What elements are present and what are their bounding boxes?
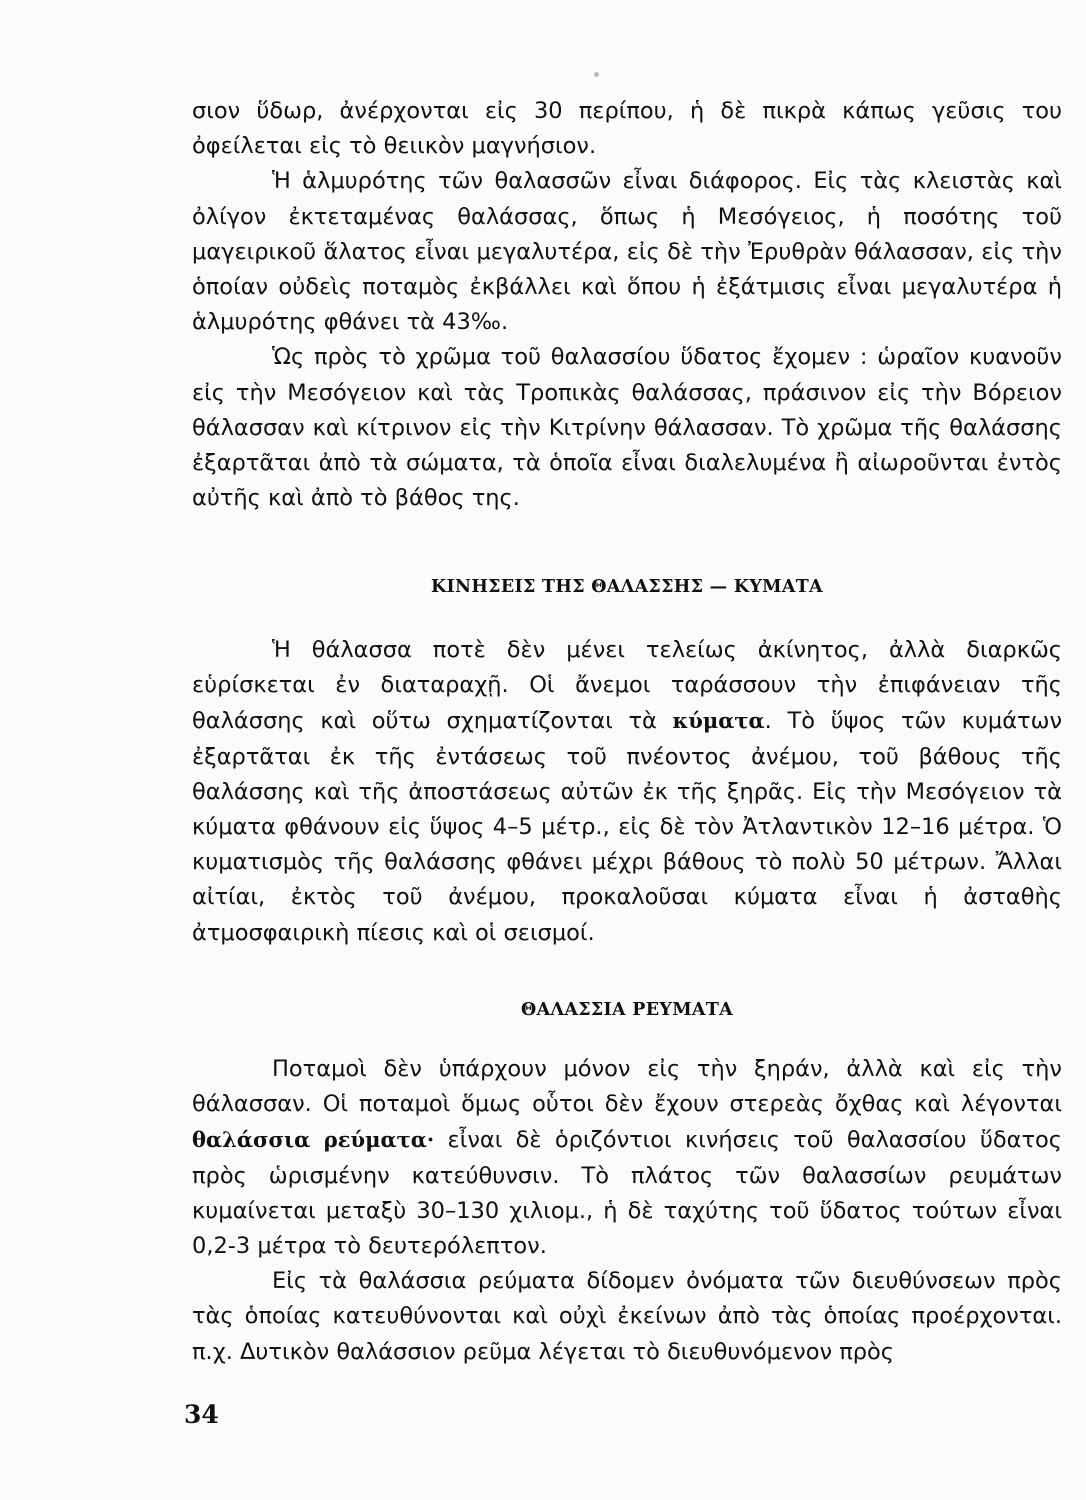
term-currents: θαλάσσια ρεύματα· [192, 1127, 435, 1153]
section-heading-waves: ΚΙΝΗΣΕΙΣ ΤΗΣ ΘΑΛΑΣΣΗΣ — ΚΥΜΑΤΑ [431, 577, 823, 597]
paragraph-color: Ὡς πρὸς τὸ χρῶμα τοῦ θαλασσίου ὕδατος ἔχομεν : ὡραῖον κυανοῦν εἰς τὴν Μεσόγειον καὶ τὰς Τροπικὰς θαλάσσας, πράσινον εἰς τὴν Βόρειον θάλασσαν καὶ κίτρινον εἰς τὴν Κιτρίνην θάλασσαν. Τὸ χρῶμα τῆς θαλάσσης ἐξαρτᾶται ἀπὸ τὰ σώματα, τὰ ὁποῖα εἶναι διαλελυμένα ἢ αἰωροῦνται ἐντὸς αὐτῆς καὶ ἀπὸ τὸ βάθος της. [192, 344, 1062, 512]
term-waves: κύματα [672, 708, 765, 734]
page-number: 34 [184, 1400, 219, 1429]
waves-text-after: . Τὸ ὕψος τῶν κυμάτων ἐξαρτᾶται ἐκ τῆς ἐντάσεως τοῦ πνέοντος ἀνέμου, τοῦ βάθους τῆς θαλάσσης καὶ τῆς ἀποστάσεως αὐτῶν ἐκ τῆς ξηρᾶς. Εἰς τὴν Μεσόγειον τὰ κύματα φθάνουν εἰς ὕψος 4–5 μέτρ., εἰς δὲ τὸν Ἀτλαντικὸν 12–16 μέτρα. Ὁ κυματισμὸς τῆς θαλάσσης φθάνει μέχρι βάθους τὸ πολὺ 50 μέτρων. Ἄλλαι αἰτίαι, ἐκτὸς τοῦ ἀνέμου, προκαλοῦσαι κύματα εἶναι ἡ ἀσταθὴς ἀτμοσφαιρικὴ πίεσις καὶ οἱ σεισμοί. [192, 708, 1063, 946]
paragraph-salinity: Ἡ ἁλμυρότης τῶν θαλασσῶν εἶναι διάφορος. Εἰς τὰς κλειστὰς καὶ ὀλίγον ἐκτεταμένας θαλάσσας, ὅπως ἡ Μεσόγειος, ἡ ποσότης τοῦ μαγειρικοῦ ἅλατος εἶναι μεγαλυτέρα, εἰς δὲ τὴν Ἐρυθρὰν θάλασσαν, εἰς τὴν ὁποίαν οὐδεὶς ποταμὸς ἐκβάλλει καὶ ὅπου ἡ ἐξάτμισις εἶναι μεγαλυτέρα ἡ ἁλμυρότης φθάνει τὰ 43‰. [192, 168, 1062, 336]
waves-text-block [192, 633, 1062, 951]
currents-text-block [192, 1052, 1062, 1370]
paragraph-waves [192, 633, 1062, 951]
section-heading-currents: ΘΑΛΑΣΣΙΑ ΡΕΥΜΑΤΑ [521, 1000, 733, 1020]
print-speck [594, 72, 599, 77]
paragraph-continuation: σιον ὕδωρ, ἀνέρχονται εἰς 30 περίπου, ἡ δὲ πικρὰ κάπως γεῦσις του ὀφείλεται εἰς τὸ θειικὸν μαγνήσιον. [192, 98, 1062, 160]
waves-text-before: Ἡ θάλασσα ποτὲ δὲν μένει τελείως ἀκίνητος, ἀλλὰ διαρκῶς εὑρίσκεται ἐν διαταραχῇ. Οἱ ἄνεμοι ταράσσουν τὴν ἐπιφάνειαν τῆς θαλάσσης καὶ οὕτω σχηματίζονται τὰ [192, 637, 1062, 735]
currents-text-before: Ποταμοὶ δὲν ὑπάρχουν μόνον εἰς τὴν ξηράν, ἀλλὰ καὶ εἰς τὴν θάλασσαν. Οἱ ποταμοὶ ὅμως οὗτοι δὲν ἔχουν στερεὰς ὄχθας καὶ λέγονται [192, 1056, 1062, 1118]
paragraph-current-names: Εἰς τὰ θαλάσσια ρεύματα δίδομεν ὀνόματα τῶν διευθύνσεων πρὸς τὰς ὁποίας κατευθύνονται καὶ οὐχὶ ἐκείνων ἀπὸ τὰς ὁποίας προέρχονται. π.χ. Δυτικὸν θαλάσσιον ρεῦμα λέγεται τὸ διευθυνόμενον πρὸς [192, 1268, 1062, 1365]
currents-text-after: εἶναι δὲ ὁριζόντιοι κινήσεις τοῦ θαλασσίου ὕδατος πρὸς ὡρισμένην κατεύθυνσιν. Τὸ πλάτος τῶν θαλασσίων ρευμάτων κυμαίνεται μεταξὺ 30–130 χιλιομ., ἡ δὲ ταχύτης τοῦ ὕδατος τούτων εἶναι 0,2-3 μέτρα τὸ δευτερόλεπτον. [192, 1127, 1062, 1260]
paragraph-currents [192, 1052, 1062, 1264]
intro-text-block [192, 94, 1062, 516]
